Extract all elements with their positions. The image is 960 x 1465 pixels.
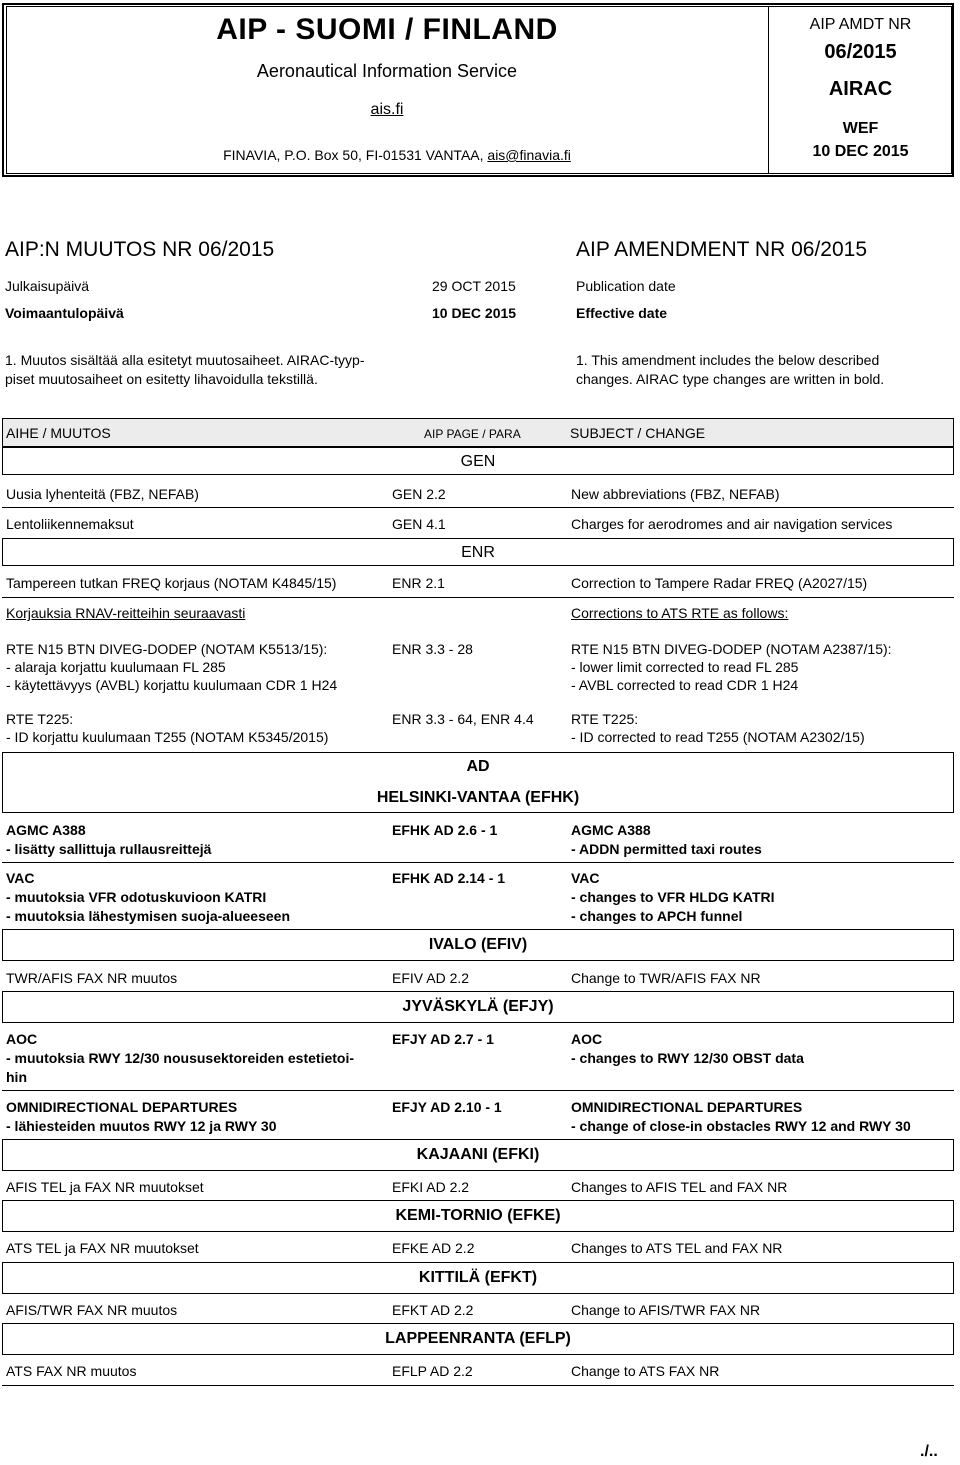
- gen1-fi: Uusia lyhenteitä (FBZ, NEFAB): [6, 486, 199, 502]
- pub-date-label-en: Publication date: [576, 278, 676, 294]
- efhk2-fi3: - muutoksia lähestymisen suoja-alueeseen: [6, 908, 290, 924]
- header-title: AIP - SUOMI / FINLAND: [216, 13, 558, 46]
- enr2-en-a2: - lower limit corrected to read FL 285: [571, 659, 799, 675]
- pub-date-value: 29 OCT 2015: [432, 278, 516, 294]
- efiv1-page: EFIV AD 2.2: [392, 970, 470, 986]
- enr2-en-a3: - AVBL corrected to read CDR 1 H24: [571, 677, 799, 693]
- note-fi-1: 1. Muutos sisältää alla esitetyt muutosaiheet. AIRAC-tyyp-: [5, 352, 365, 368]
- efki1-fi: AFIS TEL ja FAX NR muutokset: [6, 1179, 204, 1195]
- enr2-en-a1: RTE N15 BTN DIVEG-DODEP (NOTAM A2387/15):: [571, 641, 892, 657]
- efjy2-en2: - change of close-in obstacles RWY 12 and RWY 30: [571, 1118, 911, 1134]
- efhk2-fi1: VAC: [6, 870, 35, 886]
- enr2-fi-b2: - ID korjattu kuulumaan T255 (NOTAM K5345/2015): [6, 729, 329, 745]
- enr2-fi-b1: RTE T225:: [6, 711, 74, 727]
- efjy1-en2: - changes to RWY 12/30 OBST data: [571, 1050, 804, 1066]
- gen1-page: GEN 2.2: [392, 486, 446, 502]
- section-ad: AD: [466, 758, 490, 775]
- efkt1-fi: AFIS/TWR FAX NR muutos: [6, 1302, 178, 1318]
- gen1-en: New abbreviations (FBZ, NEFAB): [571, 486, 780, 502]
- title-en: AIP AMENDMENT NR 06/2015: [576, 238, 868, 261]
- efhk2-en2: - changes to VFR HLDG KATRI: [571, 889, 775, 905]
- efjy2-fi2: - lähiesteiden muutos RWY 12 ja RWY 30: [6, 1118, 277, 1134]
- efjy1-fi1: AOC: [6, 1031, 38, 1047]
- wef-label: WEF: [842, 120, 879, 137]
- row-divider: [2, 597, 954, 598]
- efjy1-fi2: - muutoksia RWY 12/30 noususektoreiden estetietoi-: [6, 1050, 355, 1066]
- efke1-en: Changes to ATS TEL and FAX NR: [571, 1240, 783, 1256]
- col-header-subject-fi: AIHE / MUUTOS: [6, 425, 111, 441]
- row-divider: [2, 862, 954, 863]
- continued-marker: ./..: [920, 1443, 938, 1460]
- gen2-en: Charges for aerodromes and air navigation services: [571, 516, 893, 532]
- efhk1-fi2: - lisätty sallittuja rullausreittejä: [6, 841, 212, 857]
- efhk2-fi2: - muutoksia VFR odotuskuvioon KATRI: [6, 889, 267, 905]
- efhk1-fi1: AGMC A388: [6, 822, 86, 838]
- efjy1-page: EFJY AD 2.7 - 1: [392, 1031, 494, 1047]
- efhk2-page: EFHK AD 2.14 - 1: [392, 870, 506, 886]
- section-efkt: KITTILÄ (EFKT): [418, 1269, 538, 1286]
- address-text: FINAVIA, P.O. Box 50, FI-01531 VANTAA,: [223, 147, 488, 163]
- col-header-page: AIP PAGE / PARA: [424, 427, 521, 441]
- enr2-fi-a2: - alaraja korjattu kuulumaan FL 285: [6, 659, 226, 675]
- gen2-fi: Lentoliikennemaksut: [6, 516, 134, 532]
- efjy2-en1: OMNIDIRECTIONAL DEPARTURES: [571, 1099, 803, 1115]
- eflp1-fi: ATS FAX NR muutos: [6, 1363, 137, 1379]
- efjy1-en1: AOC: [571, 1031, 603, 1047]
- efjy2-fi1: OMNIDIRECTIONAL DEPARTURES: [6, 1099, 238, 1115]
- enr2-page-b: ENR 3.3 - 64, ENR 4.4: [392, 711, 534, 727]
- amdt-label: AIP AMDT NR: [809, 16, 912, 33]
- section-gen: GEN: [460, 453, 496, 470]
- col-header-subject-en: SUBJECT / CHANGE: [570, 425, 706, 441]
- enr1-page: ENR 2.1: [392, 575, 445, 591]
- efhk2-en3: - changes to APCH funnel: [571, 908, 743, 924]
- enr1-fi: Tampereen tutkan FREQ korjaus (NOTAM K4845/15): [6, 575, 337, 591]
- eflp1-en: Change to ATS FAX NR: [571, 1363, 720, 1379]
- efhk1-page: EFHK AD 2.6 - 1: [392, 822, 498, 838]
- email-link[interactable]: ais@finavia.fi: [487, 147, 571, 163]
- enr2-en-b1: RTE T225:: [571, 711, 639, 727]
- site-link[interactable]: ais.fi: [370, 101, 404, 118]
- title-fi: AIP:N MUUTOS NR 06/2015: [5, 238, 275, 261]
- enr2-fi-head: Korjauksia RNAV-reitteihin seuraavasti: [6, 605, 246, 621]
- section-efhk: HELSINKI-VANTAA (EFHK): [376, 789, 580, 806]
- efiv1-fi: TWR/AFIS FAX NR muutos: [6, 970, 178, 986]
- efki1-page: EFKI AD 2.2: [392, 1179, 470, 1195]
- section-efjy: JYVÄSKYLÄ (EFJY): [402, 998, 554, 1015]
- eflp1-page: EFLP AD 2.2: [392, 1363, 473, 1379]
- efki1-en: Changes to AFIS TEL and FAX NR: [571, 1179, 788, 1195]
- efhk1-en1: AGMC A388: [571, 822, 651, 838]
- header-address: [6, 147, 788, 163]
- enr2-en-b2: - ID corrected to read T255 (NOTAM A2302/15): [571, 729, 865, 745]
- amdt-number: 06/2015: [824, 41, 897, 63]
- section-efiv: IVALO (EFIV): [428, 936, 528, 953]
- efjy1-fi3: hin: [6, 1069, 27, 1085]
- wef-date: 10 DEC 2015: [812, 143, 909, 160]
- gen2-page: GEN 4.1: [392, 516, 446, 532]
- enr1-en: Correction to Tampere Radar FREQ (A2027/15): [571, 575, 868, 591]
- efhk2-en1: VAC: [571, 870, 600, 886]
- efkt1-page: EFKT AD 2.2: [392, 1302, 474, 1318]
- section-efki: KAJAANI (EFKI): [416, 1146, 540, 1163]
- row-divider: [2, 507, 954, 508]
- section-efke: KEMI-TORNIO (EFKE): [395, 1207, 561, 1224]
- row-divider: [2, 1090, 954, 1091]
- efiv1-en: Change to TWR/AFIS FAX NR: [571, 970, 761, 986]
- airac-label: AIRAC: [828, 78, 893, 100]
- efke1-fi: ATS TEL ja FAX NR muutokset: [6, 1240, 199, 1256]
- section-eflp: LAPPEENRANTA (EFLP): [385, 1330, 571, 1347]
- note-fi-2: piset muutosaiheet on esitetty lihavoidulla tekstillä.: [5, 371, 318, 387]
- table-bottom-border: [2, 1385, 954, 1386]
- note-en-1: 1. This amendment includes the below described: [576, 352, 880, 368]
- enr2-page-a: ENR 3.3 - 28: [392, 641, 473, 657]
- eff-date-label-en: Effective date: [576, 305, 668, 321]
- header-service: Aeronautical Information Service: [256, 61, 518, 81]
- enr2-en-head: Corrections to ATS RTE as follows:: [571, 605, 789, 621]
- enr2-fi-a1: RTE N15 BTN DIVEG-DODEP (NOTAM K5513/15):: [6, 641, 328, 657]
- efjy2-page: EFJY AD 2.10 - 1: [392, 1099, 502, 1115]
- efke1-page: EFKE AD 2.2: [392, 1240, 475, 1256]
- pub-date-label-fi: Julkaisupäivä: [5, 278, 90, 294]
- efhk1-en2: - ADDN permitted taxi routes: [571, 841, 762, 857]
- eff-date-label-fi: Voimaantulopäivä: [5, 305, 124, 321]
- eff-date-value: 10 DEC 2015: [432, 305, 517, 321]
- enr2-fi-a3: - käytettävyys (AVBL) korjattu kuulumaan CDR 1 H24: [6, 677, 338, 693]
- efkt1-en: Change to AFIS/TWR FAX NR: [571, 1302, 761, 1318]
- section-enr: ENR: [461, 544, 495, 561]
- note-en-2: changes. AIRAC type changes are written in bold.: [576, 371, 885, 387]
